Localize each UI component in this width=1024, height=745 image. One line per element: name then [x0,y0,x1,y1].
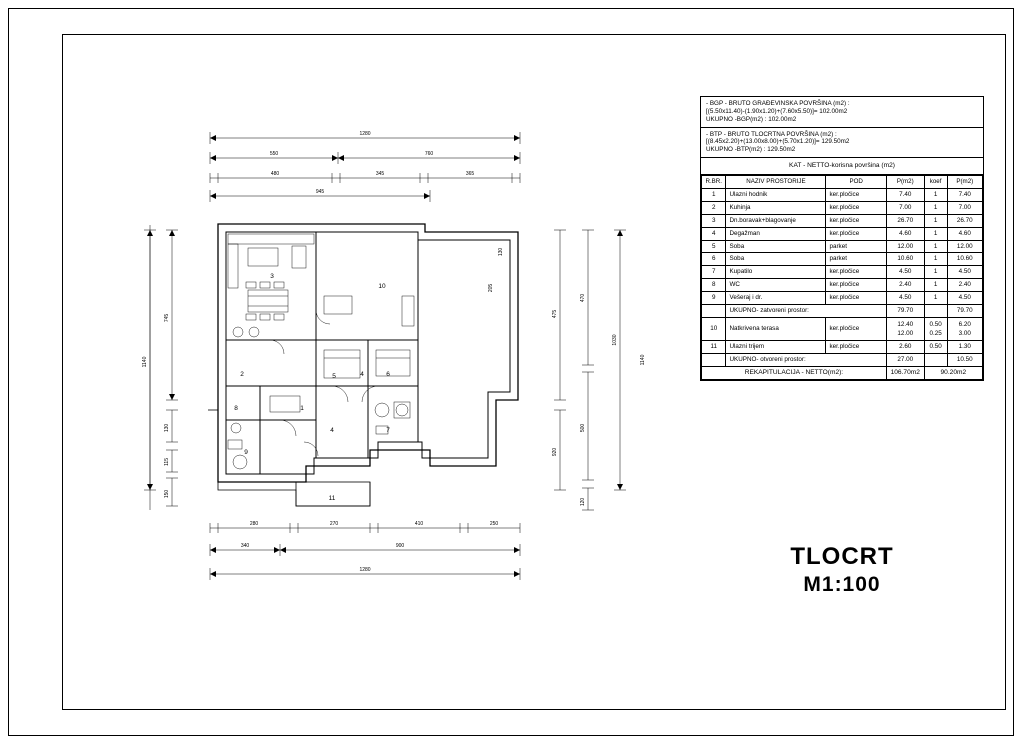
bgp-note [701,97,983,128]
cell-pod: ker.pločice [826,227,886,240]
cell-p2: 4.50 [947,266,982,279]
cell-num: 7 [702,266,726,279]
cell-p1: 4.50 [886,266,924,279]
cell-num: 10 [702,317,726,340]
room-label-9: 9 [244,449,248,456]
table-row [702,214,983,227]
header-koef: koef [924,176,947,189]
subtotal-open-label: UKUPNO- otvoreni prostor: [726,353,886,366]
cell-koef-empty [924,353,947,366]
dim-right-4: 500 [580,423,586,433]
dim-bottom-outer: 1280 [359,567,371,573]
cell-pod: ker.pločice [826,317,886,340]
table-row [702,279,983,292]
subtotal-open-p2: 10.50 [947,353,982,366]
cell-num: 5 [702,240,726,253]
table-row [702,202,983,215]
cell-pod: ker.pločice [826,202,886,215]
dim-bottom-mid-1: 340 [240,543,250,549]
cell-koef: 1 [924,227,947,240]
cell-koef: 1 [924,214,947,227]
dim-bottom-inner-3: 410 [414,521,424,527]
rooms-table [701,175,983,380]
cell-p1: 26.70 [886,214,924,227]
cell-pod: ker.pločice [826,340,886,353]
room-label-4: 4 [330,427,334,434]
cell-num: 1 [702,189,726,202]
cell-num-empty [702,304,726,317]
cell-pod: ker.pločice [826,279,886,292]
table-row [702,266,983,279]
cell-p1 [886,317,924,340]
cell-num-empty [702,353,726,366]
room-label-3: 3 [270,273,274,280]
cell-p2-a: 6.20 [958,320,971,328]
btp-title: - BTP - BRUTO TLOCRTNA POVRŠINA (m2) : [706,130,837,138]
subtotal-closed-p2: 79.70 [947,304,982,317]
dim-right-1: 475 [552,309,558,319]
table-row [702,317,983,340]
cell-num: 8 [702,279,726,292]
cell-p2: 12.00 [947,240,982,253]
cell-p2: 26.70 [947,214,982,227]
room-label-2: 2 [240,371,244,378]
cell-pod: ker.pločice [826,214,886,227]
cell-koef: 1 [924,202,947,215]
cell-num: 9 [702,292,726,305]
caption-title: TLOCRT [790,543,894,570]
cell-p1: 10.60 [886,253,924,266]
room-label-5: 5 [332,373,336,380]
dim-left-1: 745 [164,313,170,323]
cell-p2: 2.40 [947,279,982,292]
dim-bottom-mid-2: 900 [395,543,405,549]
cell-num: 4 [702,227,726,240]
recap-label: REKAPITULACIJA - NETTO(m2): [702,366,887,379]
header-pod: POD [826,176,886,189]
cell-koef: 1 [924,266,947,279]
dim-top-mid-1: 550 [269,151,279,157]
subtotal-open-row [702,353,983,366]
room-label-11: 11 [328,495,336,502]
dim-bottom-inner-2: 270 [329,521,339,527]
dim-right-5: 120 [580,497,586,507]
table-header-row [702,176,983,189]
cell-name: Ulazni trijem [726,340,826,353]
cell-name: Dn.boravak+blagovanje [726,214,826,227]
recap-p1: 106.70m2 [886,366,924,379]
dim-bottom-inner-4: 250 [489,521,499,527]
dim-top-inner-2: 345 [375,171,385,177]
cell-koef: 1 [924,189,947,202]
cell-pod: parket [826,253,886,266]
table-row [702,292,983,305]
cell-p1: 4.50 [886,292,924,305]
cell-p2: 10.60 [947,253,982,266]
dim-left-3: 115 [164,458,170,466]
cell-p1: 2.40 [886,279,924,292]
dim-inner-130: 130 [498,247,504,257]
cell-p2: 7.00 [947,202,982,215]
dim-inner-205: 205 [488,283,494,293]
cell-p1: 2.60 [886,340,924,353]
subtotal-closed-row [702,304,983,317]
dim-top-inner-3: 365 [465,171,475,177]
cell-p1: 4.60 [886,227,924,240]
dim-left-4: 150 [164,489,170,499]
dim-top-mid-2: 760 [424,151,434,157]
room-label-8: 8 [234,405,238,412]
subtotal-closed-p1: 79.70 [886,304,924,317]
cell-koef [924,317,947,340]
cell-pod: ker.pločice [826,292,886,305]
dim-right-outer-1: 1030 [612,334,618,346]
bgp-total: UKUPNO -BGP(m2) : 102.00m2 [706,115,797,123]
cell-p2 [947,317,982,340]
cell-koef: 0.50 [924,340,947,353]
cell-name: Degažman [726,227,826,240]
cell-num: 2 [702,202,726,215]
subtotal-open-p1: 27.00 [886,353,924,366]
header-rbr: R.BR. [702,176,726,189]
table-row [702,227,983,240]
dim-right-3: 470 [580,293,586,303]
cell-num: 6 [702,253,726,266]
cell-koef-a: 0.50 [929,320,942,328]
cell-p1: 12.00 [886,240,924,253]
header-name: NAZIV PROSTORIJE [726,176,826,189]
bgp-title: - BGP - BRUTO GRAĐEVINSKA POVRŠINA (m2) : [706,100,850,107]
room-label-4b: 4 [360,371,364,378]
dim-right-outer-2: 1140 [640,354,646,366]
cell-name: Natkrivena terasa [726,317,826,340]
cell-pod: ker.pločice [826,189,886,202]
cell-p2: 4.50 [947,292,982,305]
room-label-10: 10 [378,283,386,290]
room-label-6: 6 [386,371,390,378]
table-row [702,340,983,353]
cell-name: Kuhinja [726,202,826,215]
cell-pod: parket [826,240,886,253]
table-row [702,253,983,266]
cell-name: Soba [726,240,826,253]
subtotal-closed-label: UKUPNO- zatvoreni prostor: [726,304,886,317]
dim-top-inner-1: 480 [270,171,280,177]
cell-pod: ker.pločice [826,266,886,279]
cell-name: WC [726,279,826,292]
cell-name: Soba [726,253,826,266]
cell-num: 11 [702,340,726,353]
header-p2: P(m2) [947,176,982,189]
room-label-1: 1 [300,405,304,412]
cell-p2-b: 3.00 [958,329,971,337]
btp-note [701,128,983,159]
cell-p2: 1.30 [947,340,982,353]
cell-name: Kupatilo [726,266,826,279]
cell-koef: 1 [924,279,947,292]
caption-scale: M1:100 [803,573,881,596]
cell-name: Ulazni hodnik [726,189,826,202]
dim-left-outer: 1140 [142,356,148,368]
dim-top-sub: 945 [315,189,325,195]
cell-name: Vešeraj i dr. [726,292,826,305]
dim-left-2: 130 [164,423,170,433]
cell-p2: 4.60 [947,227,982,240]
recap-p2: 90.20m2 [924,366,982,379]
cell-p1-a: 12.40 [897,320,914,328]
area-schedule-table [700,96,984,381]
cell-koef: 1 [924,292,947,305]
btp-calc: [(8.45x2.20)+(13.00x8.00)+(5.70x1.20)]= 129.50m2 [706,138,850,146]
cell-koef-empty [924,304,947,317]
cell-p1: 7.00 [886,202,924,215]
recap-row [702,366,983,379]
cell-koef-b: 0.25 [929,329,942,337]
drawing-caption [712,543,972,597]
dim-bottom-inner-1: 280 [249,521,259,527]
table-row [702,189,983,202]
cell-num: 3 [702,214,726,227]
cell-p2: 7.40 [947,189,982,202]
floor-plan-drawing [120,110,680,610]
table-row [702,240,983,253]
bgp-calc: [(5.50x11.40)-(1.90x1.20)+(7.60x5.50)]= 102.00m2 [706,107,848,115]
cell-p1: 7.40 [886,189,924,202]
dim-top-outer: 1280 [359,131,371,137]
room-label-7: 7 [386,427,390,434]
header-p1: P(m2) [886,176,924,189]
dim-right-2: 920 [552,447,558,457]
cell-koef: 1 [924,240,947,253]
btp-total: UKUPNO -BTP(m2) : 129.50m2 [706,146,796,154]
cell-p1-b: 12.00 [897,329,914,337]
kat-title: KAT - NETTO-korisna površina (m2) [701,158,983,175]
cell-koef: 1 [924,253,947,266]
